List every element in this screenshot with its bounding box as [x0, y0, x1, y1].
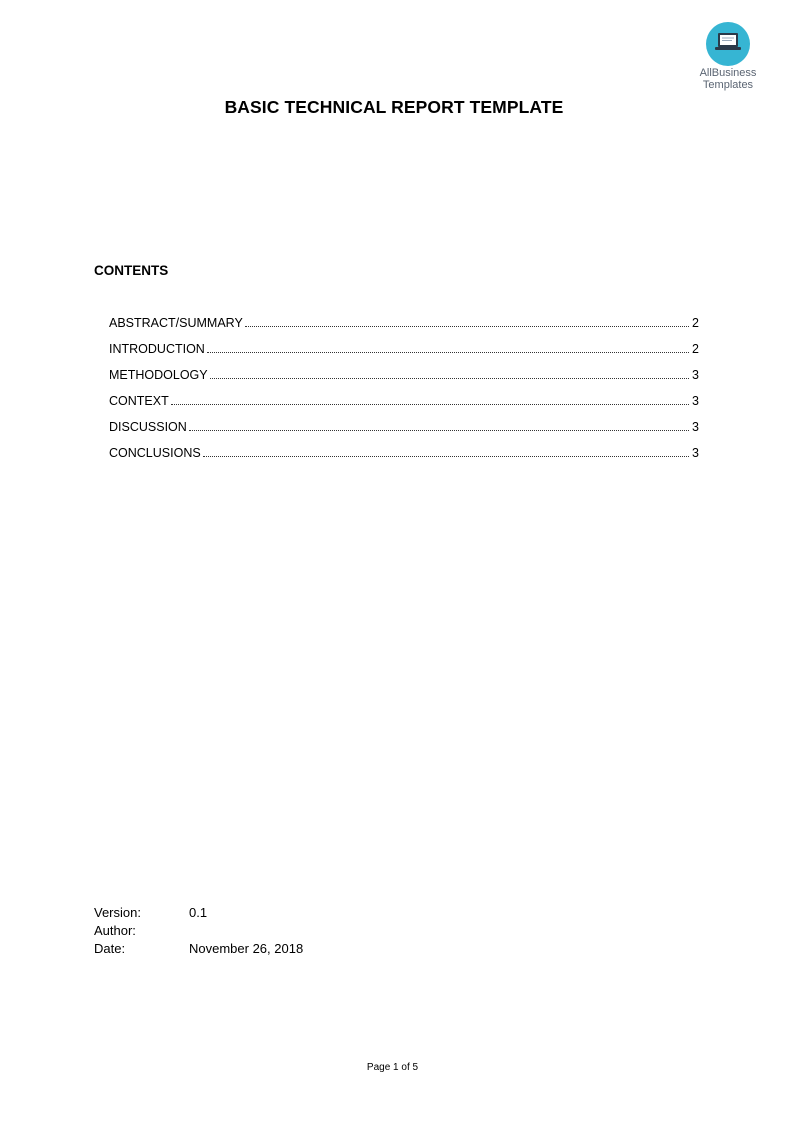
- logo-line2: Templates: [702, 79, 754, 91]
- version-label: Version:: [94, 905, 141, 920]
- author-row: [94, 923, 303, 941]
- toc-entry-context[interactable]: [109, 394, 699, 420]
- toc-leader: [245, 326, 689, 327]
- allbusiness-templates-logo: [688, 22, 768, 91]
- logo-text: [688, 67, 768, 91]
- author-label: Author:: [94, 923, 136, 938]
- toc-page-number: 3: [692, 368, 699, 382]
- toc-label[interactable]: METHODOLOGY: [109, 368, 208, 382]
- date-label: Date:: [94, 941, 126, 956]
- toc-label[interactable]: ABSTRACT/SUMMARY: [109, 316, 243, 330]
- date-row: [94, 941, 303, 959]
- date-value: November 26, 2018: [189, 941, 304, 956]
- toc-page-number: 2: [692, 316, 699, 330]
- logo-line1: AllBusiness: [699, 67, 757, 79]
- toc-page-number: 3: [692, 446, 699, 460]
- page-footer: Page 1 of 5: [366, 1062, 419, 1073]
- toc-page-number: 2: [692, 342, 699, 356]
- toc-page-number: 3: [692, 420, 699, 434]
- toc-entry-conclusions[interactable]: [109, 446, 699, 472]
- document-title: BASIC TECHNICAL REPORT TEMPLATE: [224, 97, 564, 117]
- laptop-icon: [706, 22, 750, 66]
- version-value: 0.1: [189, 905, 208, 920]
- contents-heading: CONTENTS: [94, 263, 169, 278]
- toc-leader: [203, 456, 689, 457]
- toc-leader: [189, 430, 689, 431]
- toc-leader: [210, 378, 689, 379]
- toc-label[interactable]: INTRODUCTION: [109, 342, 205, 356]
- toc-label[interactable]: DISCUSSION: [109, 420, 187, 434]
- toc-label[interactable]: CONCLUSIONS: [109, 446, 201, 460]
- toc-entry-methodology[interactable]: [109, 368, 699, 394]
- version-row: [94, 905, 303, 923]
- table-of-contents: [109, 316, 699, 472]
- toc-leader: [207, 352, 689, 353]
- toc-entry-discussion[interactable]: [109, 420, 699, 446]
- toc-entry-abstract[interactable]: [109, 316, 699, 342]
- toc-page-number: 3: [692, 394, 699, 408]
- document-metadata: [94, 905, 303, 959]
- toc-label[interactable]: CONTEXT: [109, 394, 169, 408]
- toc-entry-introduction[interactable]: [109, 342, 699, 368]
- toc-leader: [171, 404, 689, 405]
